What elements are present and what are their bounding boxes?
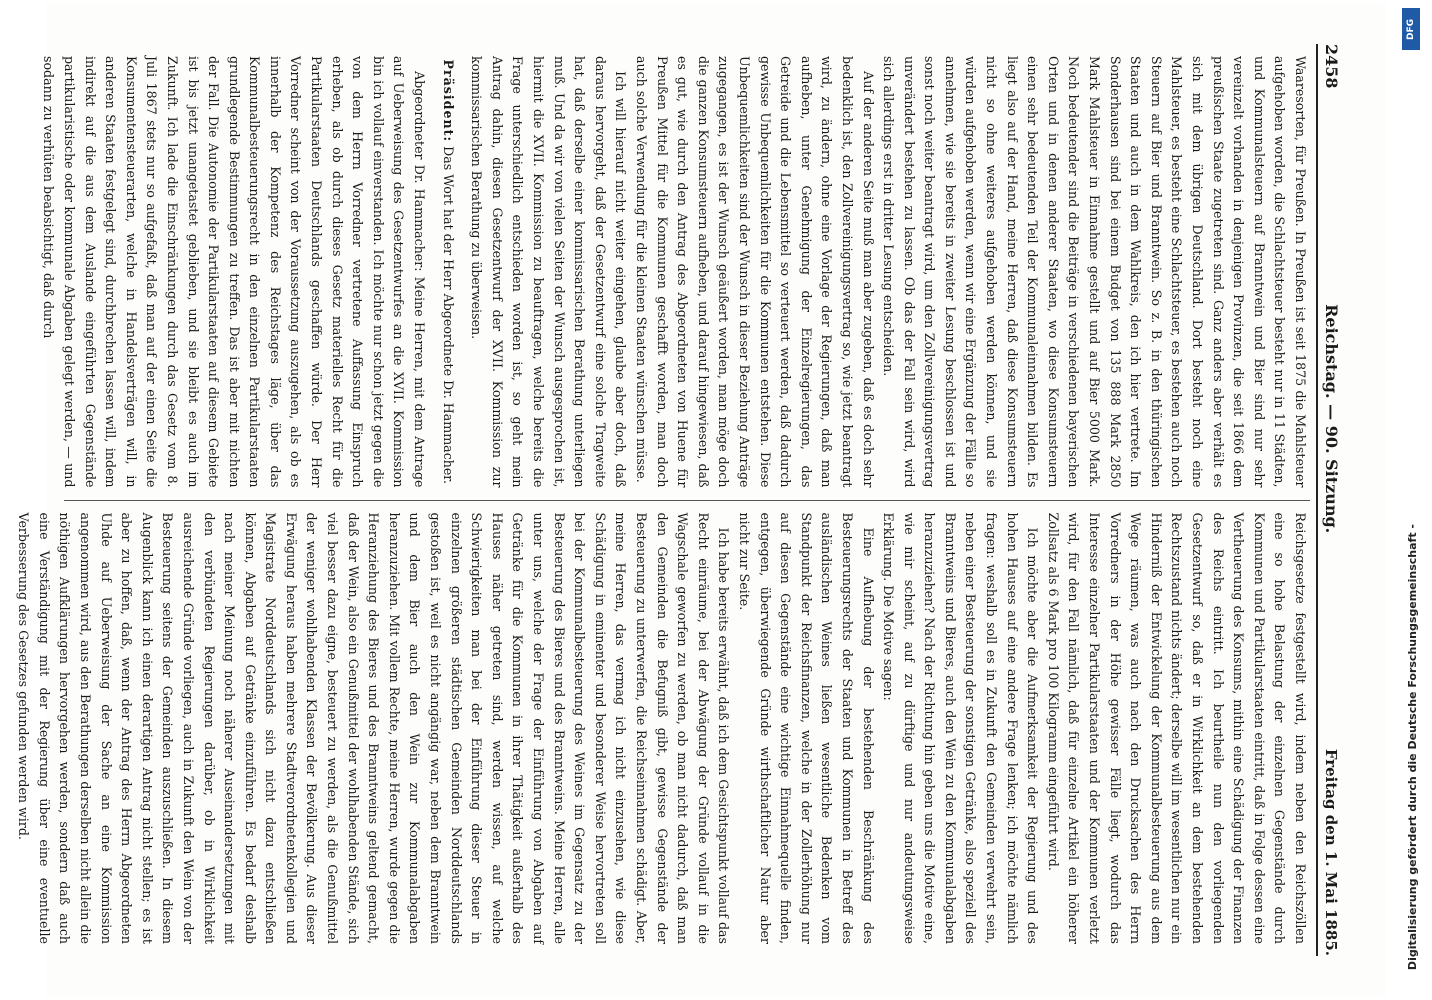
text-column-right <box>16 500 1310 957</box>
paragraph: Ich habe bereits erwähnt, daß ich dem Gesichtspunkt vollauf das Recht einräume, bei der Abwägung der Gründe vollauf in die Wagschale geworfen zu werden, ob man nicht dadurch, daß man den Gemeinden die Befugniß gibt, gewisse Gegenstände der Besteuerung zu unterwerfen, die Reichseinnahmen schädigt. Aber, meine Herren, das vermag ich nicht einzusehen, wie diese Schädigung in eminenter und besonderer Weise hervortreten soll bei der Kommunalbesteuerung des Weines im Gegensatz zu der Besteuerung des Bieres und des Branntweins. Meine Herren, alle unter uns, welche der Frage der Einführung von Abgaben auf Getränke für die Kommunen in ihrer Thätigkeit außerhalb des Hauses näher getreten sind, werden wissen, auf welche Schwierigkeiten man bei der Einführung dieser Steuer in einzelnen größeren städtischen Gemeinden Norddeutschlands gestoßen ist, weil es nicht angängig war, neben dem Branntwein und dem Bier auch den Wein zur Kommunalabgaben heranzuziehen. Mit vollem Rechte, meine Herren, wurde gegen die Heranziehung des Bieres und des Branntweins geltend gemacht, daß der Wein, also ein Genußmittel der wohlhabenden Stände, sich viel besser dazu eigne, besteuert zu werden, als die Genußmittel der weniger wohlhabenden Klassen der Bevölkerung. Aus dieser Erwägung heraus haben mehrere Stadtverordnetenkollegien und Magistrate Norddeutschlands sich nicht dazu entschließen können, Abgaben auf Getränke einzuführen. Es bedarf deshalb nach meiner Meinung noch näherer Auseinandersetzungen mit den verbündeten Regierungen darüber, ob in Wirklichkeit ausreichende Gründe vorliegen, auch in Zukunft den Wein von der Besteuerung seitens der Gemeinden auszuschließen. In diesem Augenblick kann ich einen derartigen Antrag nicht stellen; es ist aber zu hoffen, daß, wenn der Antrag des Herrn Abgeordneten Uhde auf Ueberweisung der Sache an eine Kommission angenommen wird, aus den Berathungen derselben nicht allein die nöthigen Aufklärungen hervorgehen werden, sondern daß auch eine Verständigung mit der Regierung über eine eventuelle Verbesserung des Gesetzes gefunden werden wird. <box>16 512 732 944</box>
scanned-page <box>16 4 1386 996</box>
digitization-credit <box>1400 10 1424 1000</box>
session-date: Freitag den 1. Mai 1885. <box>1322 748 1340 956</box>
paragraph: Reichsgesetze festgestellt wird, indem neben den Reichszöllen eine so hohe Belastung der einzelnen Gegenstände durch Kommunen und Partikularstaaten eintritt, daß in Folge dessen eine Vertheuerung des Konsums, mithin eine Schädigung der Finanzen des Reichs eintritt. Ich beurtheile nun den vorliegenden Gesetzentwurf so, daß er in Wirklichkeit an dem bestehenden Rechtszustand nichts ändert; derselbe will im wesentlichen nur ein Hinderniß der Entwickelung der Kommunalbesteuerung aus dem Wege räumen, was auch nach den Drucksachen des Herrn Vorredners in der Höhe gewisser Fälle liegt, wodurch das Interesse einzelner Partikularstaaten und der Kommunen verletzt wird, für den Fall nämlich, daß für einzelne Artikel ein höherer Zollsatz als 6 Mark pro 100 Kilogramm eingeführt wird. <box>1045 512 1308 944</box>
text-column-left <box>41 44 1310 500</box>
credit-text: Digitalisierung gefördert durch die Deutsche Forschungsgemeinschaft - <box>1405 523 1419 970</box>
speaker-name: Präsident: <box>440 59 456 143</box>
paragraph: Ich möchte aber die Aufmerksamkeit der Regierung und des hohen Hauses auf eine andere Frage lenken; ich möchte nämlich fragen: weshalb soll es in Zukunft den Gemeinden verwehrt sein, neben einer Besteuerung der sonstigen Getränke, also speziell des Branntweins und Bieres, auch den Wein zu den Kommunalabgaben heranzuziehen? Nach der Richtung hin geben uns die Motive eine, wie mir scheint, auf zu dürftige und nur andeutungsweise Erklärung. Die Motive sagen: <box>881 512 1041 944</box>
paragraph: Präsident: Das Wort hat der Herr Abgeordnete Dr. Hammacher. <box>440 59 456 484</box>
paragraph: Waaresorten, für Preußen. In Preußen ist seit 1875 die Mahlsteuer aufgehoben worden, die Schlachtsteuer besteht nur in 11 Städten, und Kommunalsteuern auf Branntwein und Bier sind nur sehr vereinzelt vorhanden in denjenigen Provinzen, die seit 1866 dem preußischen Staate zugetreten sind. Ganz anders aber verhält es sich mit dem übrigen Deutschland. Dort besteht noch eine Mahlsteuer, es besteht eine Schlachtsteuer, es bestehen auch noch Steuern auf Bier und Branntwein. So z. B. in den thüringischen Staaten und auch in dem Wahlkreis, den ich hier vertrete. Im Sonderhausen sind bei einem Budget von 135 888 Mark 2850 Mark Mahlsteuer in Einnahme gestellt und auf Bier 5000 Mark. Noch bedeutender sind die Beiträge in verschiedenen bayerischen Orten und in denen anderer Staaten, wo diese Konsumsteuern einen sehr bedeutenden Teil der Kommunaleinnahmen bilden. Es liegt also auf der Hand, meine Herren, daß diese Konsumsteuern nicht so ohne weiteres aufgehoben werden können, und sie würden aufgehoben werden, wenn wir eine Ergänzung der Fälle so annehmen, wie sie bereits in zweiter Lesung beschlossen ist und sonst noch weiter beantragt wird, um den Zollvereinigungsvertrag unverändert bestehen zu lassen. Ob das der Fall sein wird, wird sich allerdings erst in dritter Lesung entscheiden. <box>881 56 1308 488</box>
text-columns <box>16 44 1310 956</box>
paragraph: Ich will hierauf nicht weiter eingehen, glaube aber doch, daß daraus hervorgeht, daß der Gesetzentwurf eine solche Tragweite hat, daß derselbe einer kommissarischen Berathung unterliegen muß. Und da wir von vielen Seiten der Wunsch ausgesprochen ist, hiermit die XVII. Kommission zu beauftragen, welche bereits die Frage unterschiedlich entschieden worden ist, so geht mein Antrag dahin, diesen Gesetzentwurf der XVII. Kommission zur kommissarischen Berathung zu überweisen. <box>469 56 629 488</box>
paragraph: Eine Aufhebung der bestehenden Beschränkung des Besteuerungsrechts der Staaten und Kommunen in Betreff des ausländischen Weines ließen wesentliche Bedenken vom Standpunkt der Reichsfinanzen, welche in der Zollerhöhung nur auf diesen Gegenstände eine wichtige Einnahmequelle finden, entgegen, überwiegende Gründe wirthschaftlicher Natur aber nicht zur Seite. <box>736 512 876 944</box>
dfg-logo-badge: DFG <box>1402 8 1420 50</box>
session-title: Reichstag. — 90. Sitzung. <box>1322 304 1341 534</box>
paragraph: Auf der anderen Seite muß man aber zugeben, daß es doch sehr bedenklich ist, den Zollvereinigungsvertrag so, wie jetzt beantragt wird, zu ändern, ohne eine Vorlage der Regierungen, daß man aufheben, unter Genehmigung der Einzelregierungen, das Getreide und die Lebensmittel so verteuert werden, daß dadurch gewisse Unbequemlichkeiten für die Kommunen entstehen. Diese Unbequemlichkeiten sind der Wunsch in dieser Beziehung Anträge zugegangen, es ist der Wunsch geäußert worden, man möge doch die ganzen Konsumsteuern aufheben, und darauf hingewiesen, daß es gut, wie durch den Antrag des Abgeordneten von Huene für Preußen Mittel für die Kommunen geschafft worden, man doch auch solche Verwendung für die kleinen Staaten wünschen müsse. <box>634 56 876 488</box>
page-number: 2458 <box>1322 44 1341 89</box>
page-header <box>1316 44 1356 956</box>
paragraph: Abgeordneter Dr. Hammacher: Meine Herren, mit dem Antrage auf Ueberweisung des Gesetzentwurfes an die XVII. Kommission bin ich vollauf einverstanden. Ich möchte nur schon jetzt gegen die von dem Herrn Vorredner vertretene Auffassung Einspruch erheben, als ob durch dieses Gesetz materielles Recht für die Partikularstaaten Deutschlands geschaffen würde. Der Herr Vorredner scheint von der Voraussetzung auszugehen, als ob es innerhalb der Kompetenz des Reichstages läge, über das Kommunalbesteuerungsrecht in den einzelnen Partikularstaaten grundlegende Bestimmungen zu treffen. Das ist aber mit nichten der Fall. Die Autonomie der Partikularstaaten auf diesem Gebiete ist bis jetzt unangetastet geblieben, und sie bleibt es auch im Zukunft. Ich lade die Einschränkungen durch das Gesetz vom 8. Juli 1867 stets nur so aufgefaßt, daß man auf der einen Seite die Konsumentensteuerarten, welche in Handelsverträgen will, in anderen Staaten festgelegt sind, durchbrechen lassen will, indem indirekt auf die aus dem Auslande eingeführten Gegenstände partikularistische oder kommunale Abgaben gelegt werden, — und sodann zu verhüten beabsichtigt, daß durch <box>41 56 428 488</box>
